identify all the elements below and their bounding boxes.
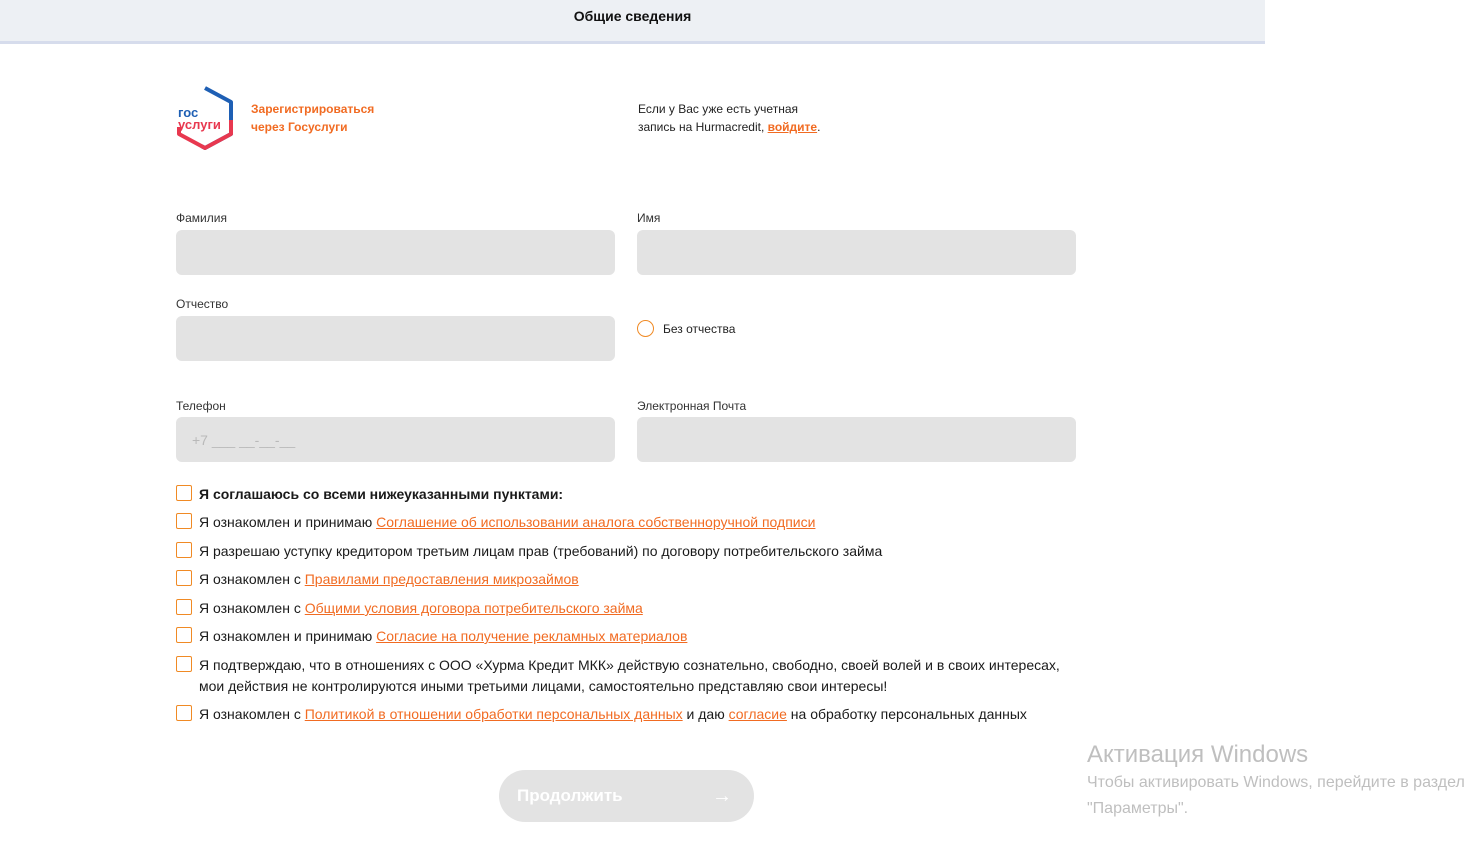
top-header <box>0 0 1265 44</box>
continue-button[interactable] <box>499 770 754 822</box>
login-note-line2: запись на Hurmacredit, <box>638 120 768 134</box>
surname-label: Фамилия <box>176 211 227 225</box>
agreement-text: и даю <box>682 706 729 722</box>
gosuslugi-logo-icon[interactable] <box>174 85 236 151</box>
logo-text-gos: гос <box>178 105 199 120</box>
loan-conditions-link[interactable]: Общими условия договора потребительского займа <box>304 600 643 616</box>
agreement-checkbox-confirmation[interactable] <box>176 656 192 672</box>
agreement-text: Я подтверждаю, что в отношениях с ООО «Хурма Кредит МКК» действую сознательно, свободно, своей волей и в своих интересах, мои действия не контролируются иными третьими лицами, самостоятельно представляю свои интересы! <box>199 657 1060 694</box>
no-patronymic-label: Без отчества <box>663 321 736 336</box>
agree-all-checkbox[interactable] <box>176 485 192 501</box>
continue-button-label: Продолжить <box>517 786 623 805</box>
agreement-text: Я ознакомлен и принимаю <box>199 628 377 644</box>
agree-all-text: Я соглашаюсь со всеми нижеуказанными пунктами: <box>199 486 564 502</box>
agreement-item-rules <box>176 569 1076 590</box>
gos-link-line2: через Госуслуги <box>251 120 348 134</box>
register-via-gosuslugi-link[interactable] <box>251 100 374 136</box>
agree-all-row <box>176 484 1076 505</box>
agreement-checkbox-assignment[interactable] <box>176 542 192 558</box>
agreement-item-ads <box>176 626 1076 647</box>
surname-input[interactable] <box>176 230 615 275</box>
no-patronymic-radio[interactable] <box>637 320 654 337</box>
phone-input[interactable] <box>176 417 615 462</box>
agreement-item-assignment <box>176 541 1076 562</box>
agreement-checkbox-signature[interactable] <box>176 513 192 529</box>
agreement-text: Я ознакомлен с <box>199 571 305 587</box>
agreement-item-personal-data <box>176 704 1076 725</box>
patronymic-input[interactable] <box>176 316 615 361</box>
agreement-checkbox-ads[interactable] <box>176 627 192 643</box>
page-title: Общие сведения <box>573 8 692 24</box>
no-patronymic-option[interactable] <box>637 320 735 337</box>
login-note-line1: Если у Вас уже есть учетная <box>638 102 799 116</box>
windows-activation-watermark <box>1087 740 1465 822</box>
phone-label: Телефон <box>176 399 226 413</box>
agreement-checkbox-rules[interactable] <box>176 570 192 586</box>
signature-agreement-link[interactable]: Соглашение об использовании аналога собственноручной подписи <box>376 514 816 530</box>
name-input[interactable] <box>637 230 1076 275</box>
email-label: Электронная Почта <box>637 399 747 413</box>
login-note <box>638 100 820 136</box>
agreement-text: Я ознакомлен и принимаю <box>199 514 377 530</box>
login-note-suffix: . <box>817 120 821 134</box>
agreement-checkbox-personal-data[interactable] <box>176 705 192 721</box>
agreement-item-confirmation <box>176 655 1076 697</box>
agreement-text: Я ознакомлен с <box>199 706 305 722</box>
gos-link-line1: Зарегистрироваться <box>251 102 375 116</box>
logo-text-uslugi: услуги <box>178 117 221 132</box>
consent-link[interactable]: согласие <box>728 706 787 722</box>
agreement-text: Я разрешаю уступку кредитором третьим лицам прав (требований) по договору потребительского займа <box>199 543 883 559</box>
agreement-item-signature <box>176 512 1076 533</box>
patronymic-label: Отчество <box>176 297 229 311</box>
personal-data-policy-link[interactable]: Политикой в отношении обработки персональных данных <box>304 706 683 722</box>
email-input[interactable] <box>637 417 1076 462</box>
login-link[interactable]: войдите <box>767 120 818 134</box>
microloan-rules-link[interactable]: Правилами предоставления микрозаймов <box>304 571 579 587</box>
watermark-title: Активация Windows <box>1087 741 1309 768</box>
watermark-line2: "Параметры". <box>1087 800 1189 817</box>
agreement-text: Я ознакомлен с <box>199 600 305 616</box>
ads-consent-link[interactable]: Согласие на получение рекламных материалов <box>376 628 688 644</box>
arrow-right-icon: → <box>712 784 732 807</box>
agreement-item-conditions <box>176 598 1076 619</box>
name-label: Имя <box>637 211 661 225</box>
watermark-line1: Чтобы активировать Windows, перейдите в раздел <box>1087 774 1465 791</box>
agreement-text: на обработку персональных данных <box>786 706 1027 722</box>
agreement-checkbox-conditions[interactable] <box>176 599 192 615</box>
